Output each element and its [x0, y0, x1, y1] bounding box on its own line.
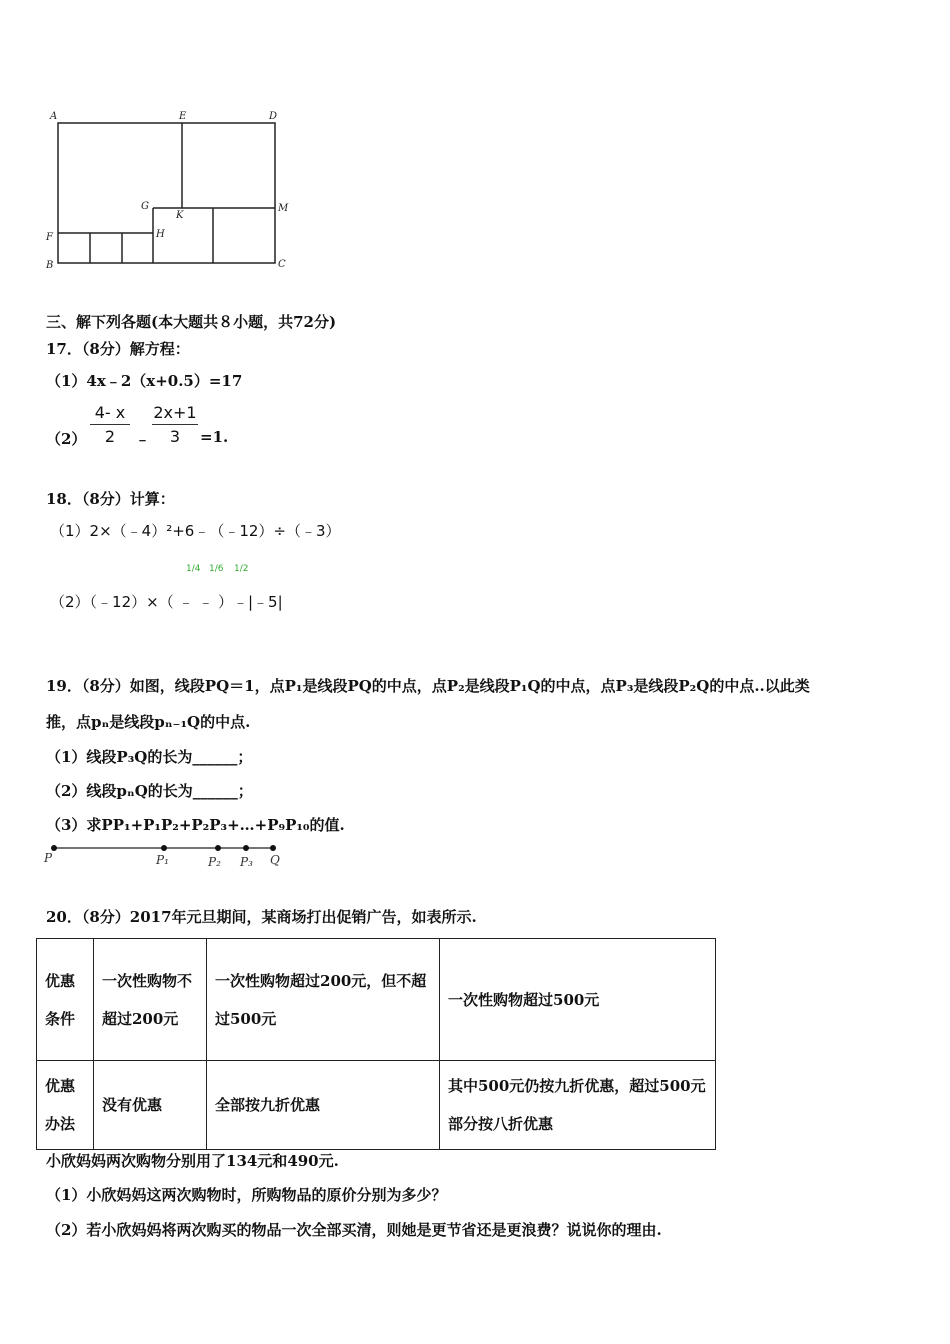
point-Q — [270, 845, 276, 851]
table-cell: 一次性购物超过200元，但不超过500元 — [207, 939, 440, 1061]
q17-fraction-2 — [152, 403, 198, 446]
label-P: P — [44, 851, 53, 865]
label-P3: P₃ — [240, 855, 253, 869]
q19-line2: 推，点pₙ是线段pₙ₋₁Q的中点. — [46, 713, 251, 731]
q17-title: 17．（8分）解方程： — [46, 340, 190, 358]
label-H: H — [156, 229, 165, 240]
label-D: D — [269, 111, 278, 122]
frac2-denominator: 3 — [169, 427, 181, 446]
label-C: C — [278, 259, 286, 270]
label-K: K — [176, 210, 184, 221]
tiny-fraction-3: 1/2 — [234, 564, 249, 574]
q19-line1: 19．（8分）如图，线段PQ＝1，点P₁是线段PQ的中点，点P₂是线段P₁Q的中点，点P₃是线段P₂Q的中点..以此类 — [46, 677, 810, 695]
table-cell: 其中500元仍按九折优惠，超过500元部分按八折优惠 — [440, 1061, 716, 1150]
frac1-denominator: 2 — [104, 427, 116, 446]
table-cell: 优惠办法 — [37, 1061, 94, 1150]
q18-part2: （2）（﹣12）×（ ﹣ ﹣ ）﹣|﹣5| — [50, 593, 283, 611]
q17-part1: （1）4x﹣2（x+0.5）=17 — [46, 372, 243, 390]
tiny-fraction-2: 1/6 — [209, 564, 224, 574]
section-heading: 三、解下列各题(本大题共８小题，共72分) — [46, 313, 337, 331]
tiny-fraction-1: 1/4 — [186, 564, 201, 574]
point-P3 — [243, 845, 249, 851]
q20-after: 小欣妈妈两次购物分别用了134元和490元. — [46, 1152, 339, 1170]
label-F: F — [46, 232, 53, 243]
rectangle-figure — [40, 100, 300, 280]
table-cell: 一次性购物不超过200元 — [94, 939, 207, 1061]
label-M: M — [278, 203, 289, 214]
frac2-numerator: 2x+1 — [153, 403, 197, 422]
label-Q: Q — [270, 853, 280, 867]
q17-fraction-1 — [90, 403, 130, 446]
q18-part1: （1）2×（﹣4）²+6﹣（﹣12）÷（﹣3） — [50, 522, 341, 540]
label-A: A — [50, 111, 58, 122]
q19-sub2: （2）线段pₙQ的长为______； — [46, 782, 253, 800]
label-P2: P₂ — [208, 855, 221, 869]
label-P1: P₁ — [156, 853, 169, 867]
q17-part2-prefix: （2） — [46, 430, 87, 448]
table-cell: 没有优惠 — [94, 1061, 207, 1150]
q17-minus: ﹣ — [135, 430, 151, 448]
table-row — [37, 939, 716, 1061]
q19-sub1: （1）线段P₃Q的长为______； — [46, 748, 253, 766]
q20-title: 20．（8分）2017年元旦期间，某商场打出促销广告，如表所示. — [46, 908, 477, 926]
table-cell: 一次性购物超过500元 — [440, 939, 716, 1061]
table-cell: 全部按九折优惠 — [207, 1061, 440, 1150]
point-P2 — [215, 845, 221, 851]
frac1-numerator: 4- x — [94, 403, 126, 422]
segment-figure — [40, 838, 300, 874]
q19-sub3: （3）求PP₁+P₁P₂+P₂P₃+…+P₉P₁₀的值. — [46, 816, 345, 834]
point-P1 — [161, 845, 167, 851]
label-E: E — [179, 111, 187, 122]
q20-sub1: （1）小欣妈妈这两次购物时，所购物品的原价分别为多少？ — [46, 1186, 447, 1204]
table-row — [37, 1061, 716, 1150]
q18-title: 18．（8分）计算： — [46, 490, 175, 508]
q17-part2-suffix: =1. — [200, 428, 229, 446]
table-cell: 优惠条件 — [37, 939, 94, 1061]
promotion-table — [36, 938, 716, 1150]
label-B: B — [46, 260, 54, 271]
label-G: G — [141, 201, 149, 212]
q20-sub2: （2）若小欣妈妈将两次购买的物品一次全部买清，则她是更节省还是更浪费？说说你的理由. — [46, 1221, 662, 1239]
